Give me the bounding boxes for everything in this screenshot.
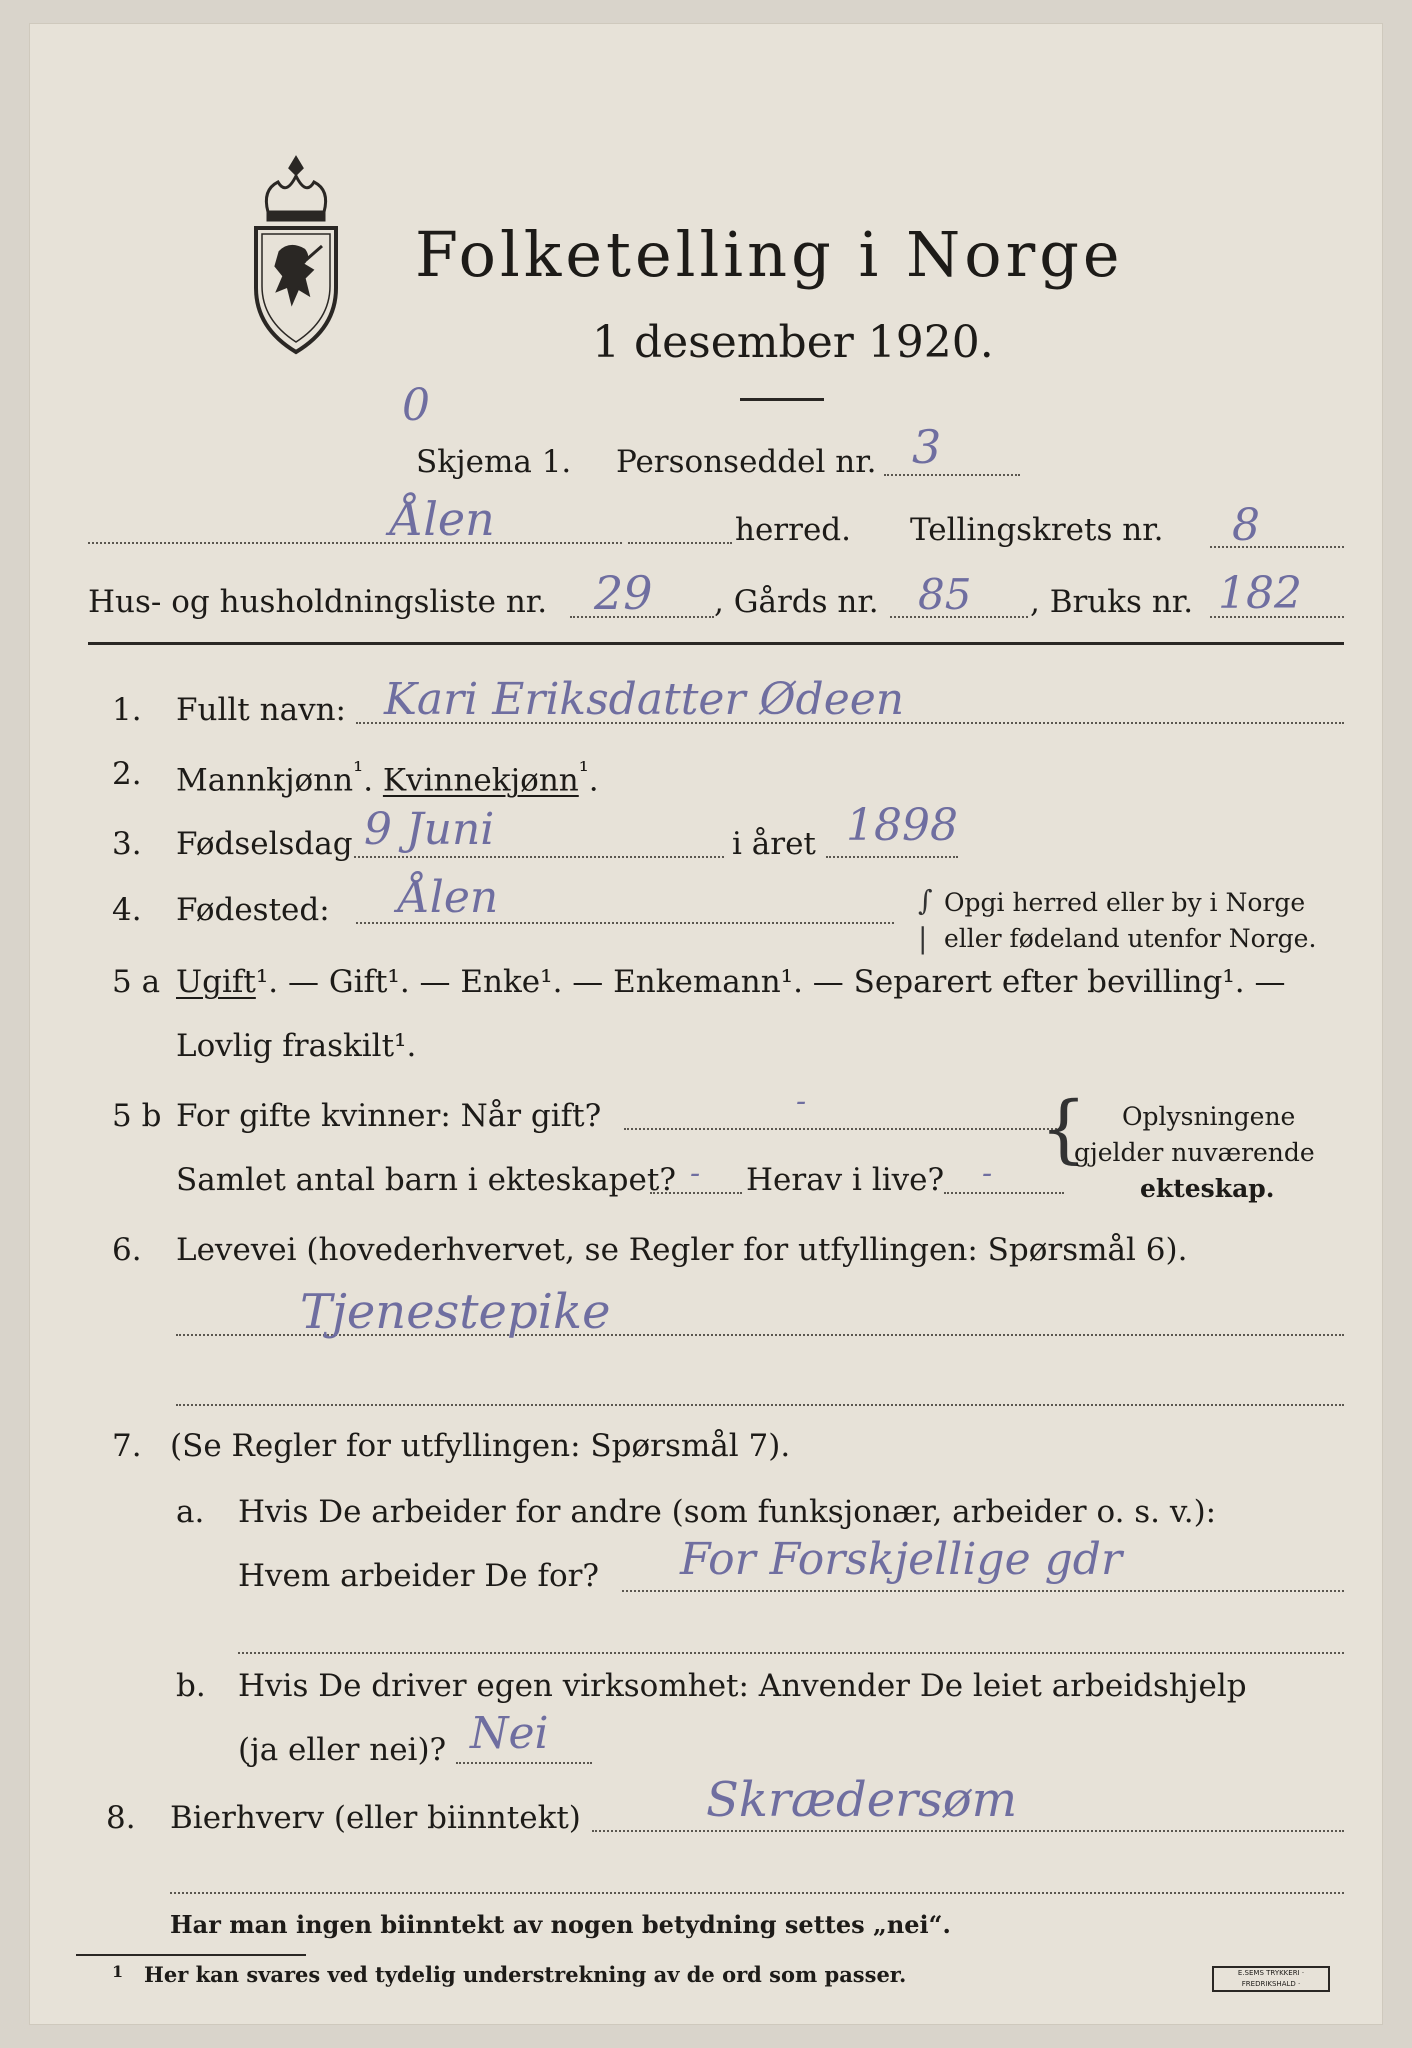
herred-line-2 [628,542,732,544]
gards-label: , Gårds nr. [714,584,879,620]
q7b-line [456,1762,592,1764]
q4-note-line1: Opgi herred eller by i Norge [944,888,1306,917]
q5b-brace: { [1040,1086,1088,1172]
form-title: Folketelling i Norge [415,218,1124,291]
option-ugift-underlined[interactable]: Ugift [176,964,256,1000]
footnote-ref: ¹ [578,756,589,785]
husholdningsliste-value[interactable]: 29 [594,566,653,620]
q5b-living-line [944,1192,1064,1194]
fullt-navn-value[interactable]: Kari Eriksdatter Ødeen [384,674,905,725]
q7-number: 7. [112,1428,142,1464]
census-date: 1 desember 1920. [592,317,994,368]
q4-brace: ∫ [918,884,933,917]
fodested-value[interactable]: Ålen [398,872,499,923]
naar-gift-value[interactable]: - [796,1084,807,1119]
q5b-living-label: Herav i live? [746,1162,945,1198]
header-separator [88,642,1344,645]
q6-label: Levevei (hovederhvervet, se Regler for utfyllingen: Spørsmål 6). [176,1232,1188,1268]
q8-line-2 [170,1892,1344,1894]
q7a-line-2 [238,1652,1344,1654]
arbeidshjelp-value[interactable]: Nei [470,1708,549,1759]
levevei-value[interactable]: Tjenestepike [300,1284,611,1340]
q1-label: Fullt navn: [176,692,346,728]
personseddel-label: Personseddel nr. [616,444,877,480]
q5a-number: 5 a [112,964,161,1000]
q6-line-2 [176,1404,1344,1406]
q7a-question: Hvem arbeider De for? [238,1558,600,1594]
q3-number: 3. [112,826,142,862]
personseddel-line [884,474,1020,476]
q5a-other-options[interactable]: ¹. — Gift¹. — Enke¹. — Enkemann¹. — Separert efter bevilling¹. — [255,964,1286,1000]
q5a-options [176,964,1285,1000]
option-kvinnekjonn-underlined[interactable]: Kvinnekjønn [382,762,579,799]
q8-label: Bierhverv (eller biinntekt) [170,1800,581,1836]
bruks-label: , Bruks nr. [1030,584,1194,620]
q5b-number: 5 b [112,1098,162,1134]
printer-stamp: E.SEMS TRYKKERI · FREDRIKSHALD · [1212,1966,1330,1992]
q5b-children-line [650,1192,742,1194]
i-live-value[interactable]: - [982,1156,993,1191]
footer-note: Har man ingen biinntekt av nogen betydning settes „nei“. [170,1910,951,1939]
q7a-line-1 [622,1590,1344,1592]
antal-barn-value[interactable]: - [690,1156,701,1191]
q5b-children-label: Samlet antal barn i ekteskapet? [176,1162,676,1198]
q3-year-label: i året [732,826,816,862]
q3-year-line [826,856,958,858]
option-mannkjonn[interactable]: Mannkjønn [176,762,354,799]
herred-label: herred. [735,512,851,548]
q5b-note-line1: Oplysningene [1122,1102,1296,1131]
q2-options: Mannkjønn$^{^1}$. Kvinnekjønn$^{^1}$. [176,756,599,799]
q5b-married-line [624,1128,1064,1130]
option-lovlig-fraskilt[interactable]: Lovlig fraskilt¹. [176,1028,417,1064]
footnote-ref: ¹ [353,756,364,785]
footnote-marker: 1 [112,1962,124,1981]
q8-number: 8. [106,1800,136,1836]
q7b-label: Hvis De driver egen virksomhet: Anvender De leiet arbeidshjelp [238,1668,1247,1704]
personseddel-value[interactable]: 3 [912,420,942,474]
husholdningsliste-label: Hus- og husholdningsliste nr. [88,584,548,620]
q3-label: Fødselsdag [176,826,353,862]
q7a-letter: a. [176,1494,205,1530]
skjema-label: Skjema 1. [416,444,572,480]
q1-number: 1. [112,692,142,728]
tellingskrets-label: Tellingskrets nr. [910,512,1164,548]
herred-value[interactable]: Ålen [390,492,495,546]
handwritten-corner-mark: 0 [402,380,430,431]
q4-label: Fødested: [176,892,330,928]
q7a-label: Hvis De arbeider for andre (som funksjonær, arbeider o. s. v.): [238,1494,1217,1530]
q5b-label: For gifte kvinner: Når gift? [176,1098,602,1134]
title-divider [740,398,824,401]
gards-value[interactable]: 85 [918,570,972,619]
q6-number: 6. [112,1232,142,1268]
q8-line-1 [592,1830,1344,1832]
arbeider-for-value[interactable]: For Forskjellige gdr [680,1534,1122,1585]
herred-line-1 [88,542,622,544]
q3-day-line [354,856,724,858]
q4-note-line2: eller fødeland utenfor Norge. [944,924,1317,953]
q7b-question: (ja eller nei)? [238,1732,447,1768]
tellingskrets-value[interactable]: 8 [1232,500,1260,551]
q4-brace-lower: | [918,922,928,955]
q7-label: (Se Regler for utfyllingen: Spørsmål 7). [170,1428,791,1464]
norwegian-coat-of-arms-icon [246,152,346,357]
footnote-text: Her kan svares ved tydelig understrekning av de ord som passer. [144,1962,907,1987]
q5b-note-line2: gjelder nuværende [1074,1138,1315,1167]
footnote-rule [76,1954,306,1956]
q2-number: 2. [112,756,142,792]
q4-number: 4. [112,892,142,928]
q5b-note-line3: ekteskap. [1140,1174,1275,1203]
aaret-value[interactable]: 1898 [846,800,958,851]
bruks-value[interactable]: 182 [1218,568,1302,619]
fodselsdag-value[interactable]: 9 Juni [364,804,495,855]
bierhverv-value[interactable]: Skrædersøm [706,1772,1018,1828]
tellingskrets-line [1210,546,1344,548]
q7b-letter: b. [176,1668,206,1704]
